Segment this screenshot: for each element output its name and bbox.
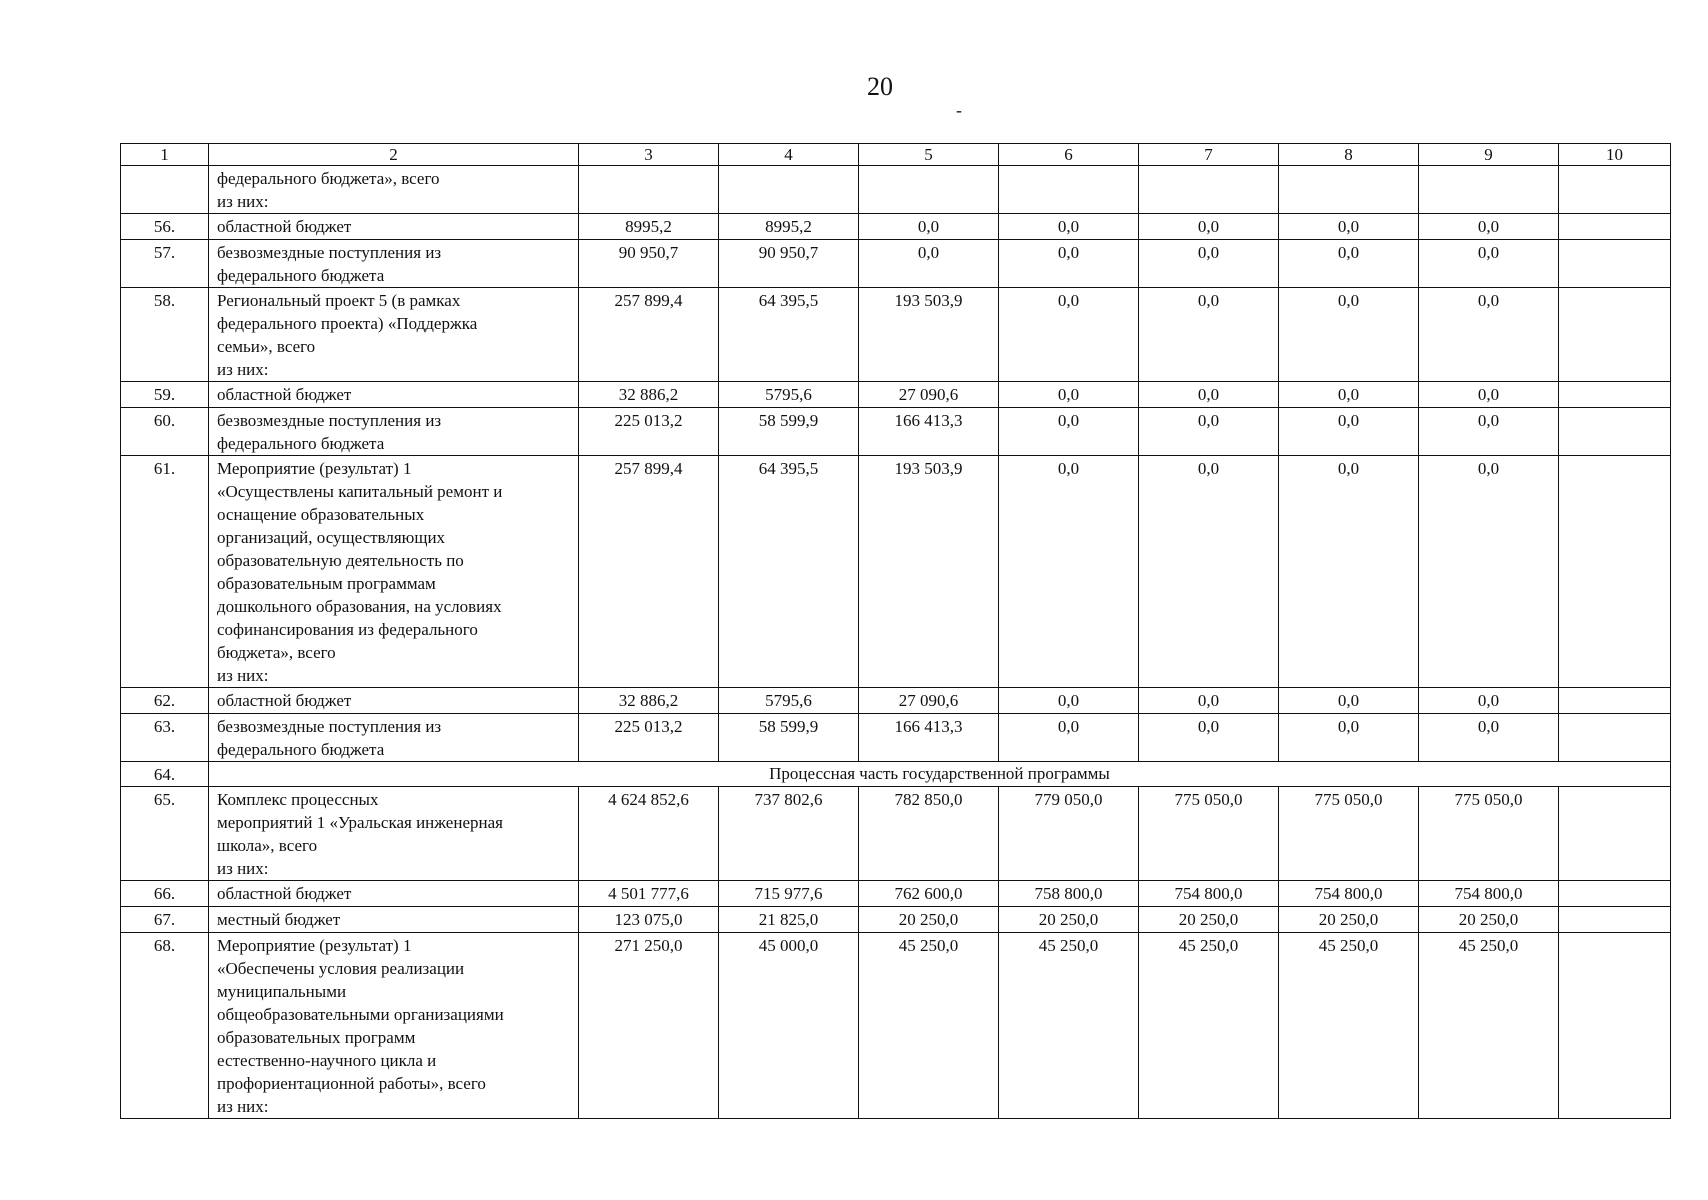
table-row (121, 881, 1671, 907)
row-label: безвозмездные поступления из федерального бюджета (209, 240, 579, 288)
budget-table (120, 143, 1671, 1119)
value-cell: 166 413,3 (859, 408, 999, 456)
stray-mark: - (956, 100, 962, 120)
table-row (121, 214, 1671, 240)
value-cell: 0,0 (999, 456, 1139, 688)
row-number: 68. (121, 933, 209, 1119)
value-cell: 0,0 (1139, 214, 1279, 240)
row-number: 57. (121, 240, 209, 288)
row-label: безвозмездные поступления из федерального бюджета (209, 714, 579, 762)
value-cell: 0,0 (1139, 382, 1279, 408)
value-cell (1559, 907, 1671, 933)
column-header: 3 (579, 144, 719, 166)
row-number: 64. (121, 762, 209, 787)
table-row (121, 456, 1671, 688)
value-cell: 8995,2 (579, 214, 719, 240)
value-cell: 64 395,5 (719, 456, 859, 688)
row-number: 65. (121, 787, 209, 881)
value-cell: 45 250,0 (1279, 933, 1419, 1119)
row-number: 66. (121, 881, 209, 907)
column-header: 10 (1559, 144, 1671, 166)
row-label: безвозмездные поступления из федерального бюджета (209, 408, 579, 456)
row-label: областной бюджет (209, 214, 579, 240)
value-cell: 715 977,6 (719, 881, 859, 907)
value-cell: 0,0 (999, 288, 1139, 382)
value-cell: 20 250,0 (1139, 907, 1279, 933)
value-cell (1559, 288, 1671, 382)
value-cell (1559, 881, 1671, 907)
value-cell: 45 250,0 (999, 933, 1139, 1119)
row-number: 62. (121, 688, 209, 714)
value-cell: 20 250,0 (999, 907, 1139, 933)
table-row (121, 240, 1671, 288)
value-cell: 123 075,0 (579, 907, 719, 933)
value-cell: 27 090,6 (859, 688, 999, 714)
value-cell: 0,0 (999, 240, 1139, 288)
value-cell: 45 250,0 (1139, 933, 1279, 1119)
value-cell: 4 501 777,6 (579, 881, 719, 907)
value-cell: 0,0 (1419, 688, 1559, 714)
column-header: 9 (1419, 144, 1559, 166)
value-cell: 27 090,6 (859, 382, 999, 408)
value-cell: 0,0 (1279, 408, 1419, 456)
value-cell: 90 950,7 (719, 240, 859, 288)
value-cell: 45 250,0 (859, 933, 999, 1119)
value-cell (1419, 166, 1559, 214)
value-cell: 0,0 (1139, 408, 1279, 456)
value-cell (1279, 166, 1419, 214)
column-header: 1 (121, 144, 209, 166)
value-cell: 45 000,0 (719, 933, 859, 1119)
value-cell (1559, 456, 1671, 688)
value-cell: 0,0 (1139, 456, 1279, 688)
table-row (121, 288, 1671, 382)
row-label: областной бюджет (209, 688, 579, 714)
value-cell (1559, 240, 1671, 288)
value-cell: 0,0 (1279, 288, 1419, 382)
value-cell (1559, 787, 1671, 881)
header-row (121, 144, 1671, 166)
value-cell: 271 250,0 (579, 933, 719, 1119)
column-header: 4 (719, 144, 859, 166)
value-cell (1559, 714, 1671, 762)
value-cell: 0,0 (999, 214, 1139, 240)
row-number: 58. (121, 288, 209, 382)
value-cell: 5795,6 (719, 382, 859, 408)
row-number: 61. (121, 456, 209, 688)
value-cell (859, 166, 999, 214)
column-header: 7 (1139, 144, 1279, 166)
value-cell: 754 800,0 (1419, 881, 1559, 907)
table-row (121, 787, 1671, 881)
value-cell: 0,0 (999, 382, 1139, 408)
table-row (121, 714, 1671, 762)
value-cell: 4 624 852,6 (579, 787, 719, 881)
value-cell: 257 899,4 (579, 288, 719, 382)
value-cell: 225 013,2 (579, 714, 719, 762)
value-cell: 20 250,0 (1279, 907, 1419, 933)
row-number (121, 166, 209, 214)
value-cell: 32 886,2 (579, 688, 719, 714)
row-label: Региональный проект 5 (в рамках федерального проекта) «Поддержка семьи», всего из них: (209, 288, 579, 382)
value-cell (579, 166, 719, 214)
value-cell: 0,0 (1419, 714, 1559, 762)
column-header: 5 (859, 144, 999, 166)
value-cell: 257 899,4 (579, 456, 719, 688)
table-row (121, 907, 1671, 933)
value-cell: 5795,6 (719, 688, 859, 714)
value-cell: 0,0 (859, 214, 999, 240)
value-cell: 779 050,0 (999, 787, 1139, 881)
value-cell: 0,0 (999, 688, 1139, 714)
value-cell: 64 395,5 (719, 288, 859, 382)
row-label: федерального бюджета», всего из них: (209, 166, 579, 214)
value-cell: 0,0 (1279, 714, 1419, 762)
value-cell: 193 503,9 (859, 288, 999, 382)
value-cell: 0,0 (1279, 688, 1419, 714)
value-cell: 0,0 (1419, 382, 1559, 408)
table-header (121, 144, 1671, 166)
page-number: 20 (867, 72, 893, 101)
column-header: 2 (209, 144, 579, 166)
value-cell: 20 250,0 (1419, 907, 1559, 933)
column-header: 6 (999, 144, 1139, 166)
value-cell (1139, 166, 1279, 214)
value-cell: 58 599,9 (719, 714, 859, 762)
column-header: 8 (1279, 144, 1419, 166)
value-cell: 0,0 (1279, 240, 1419, 288)
value-cell: 0,0 (1279, 382, 1419, 408)
value-cell: 762 600,0 (859, 881, 999, 907)
row-label: областной бюджет (209, 382, 579, 408)
value-cell: 0,0 (1139, 688, 1279, 714)
table-row (121, 688, 1671, 714)
value-cell: 775 050,0 (1419, 787, 1559, 881)
value-cell (999, 166, 1139, 214)
value-cell (1559, 408, 1671, 456)
value-cell: 775 050,0 (1279, 787, 1419, 881)
value-cell: 0,0 (1139, 288, 1279, 382)
table-row (121, 166, 1671, 214)
value-cell: 0,0 (1419, 240, 1559, 288)
table-row (121, 933, 1671, 1119)
value-cell: 0,0 (1139, 714, 1279, 762)
value-cell (1559, 688, 1671, 714)
value-cell: 166 413,3 (859, 714, 999, 762)
value-cell: 754 800,0 (1139, 881, 1279, 907)
row-number: 59. (121, 382, 209, 408)
row-number: 63. (121, 714, 209, 762)
value-cell (1559, 214, 1671, 240)
value-cell: 45 250,0 (1419, 933, 1559, 1119)
value-cell: 775 050,0 (1139, 787, 1279, 881)
value-cell: 0,0 (1279, 456, 1419, 688)
table-row (121, 762, 1671, 787)
value-cell: 90 950,7 (579, 240, 719, 288)
value-cell: 0,0 (859, 240, 999, 288)
value-cell: 58 599,9 (719, 408, 859, 456)
value-cell: 225 013,2 (579, 408, 719, 456)
value-cell: 32 886,2 (579, 382, 719, 408)
row-label: Мероприятие (результат) 1 «Осуществлены капитальный ремонт и оснащение образовательных организаций, осуществляющих образовательную деятельность по образовательным программам дошкольного образования, на условиях софинансирования из федерального бюджета», всего из них: (209, 456, 579, 688)
value-cell: 8995,2 (719, 214, 859, 240)
value-cell: 0,0 (1419, 456, 1559, 688)
table-row (121, 382, 1671, 408)
table-row (121, 408, 1671, 456)
value-cell: 0,0 (1419, 408, 1559, 456)
value-cell (1559, 166, 1671, 214)
row-label: областной бюджет (209, 881, 579, 907)
value-cell: 0,0 (1419, 288, 1559, 382)
value-cell: 0,0 (999, 714, 1139, 762)
value-cell: 193 503,9 (859, 456, 999, 688)
value-cell: 0,0 (1419, 214, 1559, 240)
value-cell (1559, 933, 1671, 1119)
row-number: 56. (121, 214, 209, 240)
row-number: 67. (121, 907, 209, 933)
section-title: Процессная часть государственной программы (209, 762, 1671, 787)
row-label: Мероприятие (результат) 1 «Обеспечены условия реализации муниципальными общеобразовательными организациями образовательных программ естественно-научного цикла и профориентационной работы», всего из них: (209, 933, 579, 1119)
value-cell: 758 800,0 (999, 881, 1139, 907)
table-body (121, 166, 1671, 1119)
value-cell: 0,0 (999, 408, 1139, 456)
row-number: 60. (121, 408, 209, 456)
value-cell: 0,0 (1139, 240, 1279, 288)
value-cell: 754 800,0 (1279, 881, 1419, 907)
value-cell: 737 802,6 (719, 787, 859, 881)
value-cell: 21 825,0 (719, 907, 859, 933)
value-cell: 20 250,0 (859, 907, 999, 933)
value-cell: 782 850,0 (859, 787, 999, 881)
row-label: Комплекс процессных мероприятий 1 «Уральская инженерная школа», всего из них: (209, 787, 579, 881)
value-cell: 0,0 (1279, 214, 1419, 240)
value-cell (719, 166, 859, 214)
value-cell (1559, 382, 1671, 408)
row-label: местный бюджет (209, 907, 579, 933)
